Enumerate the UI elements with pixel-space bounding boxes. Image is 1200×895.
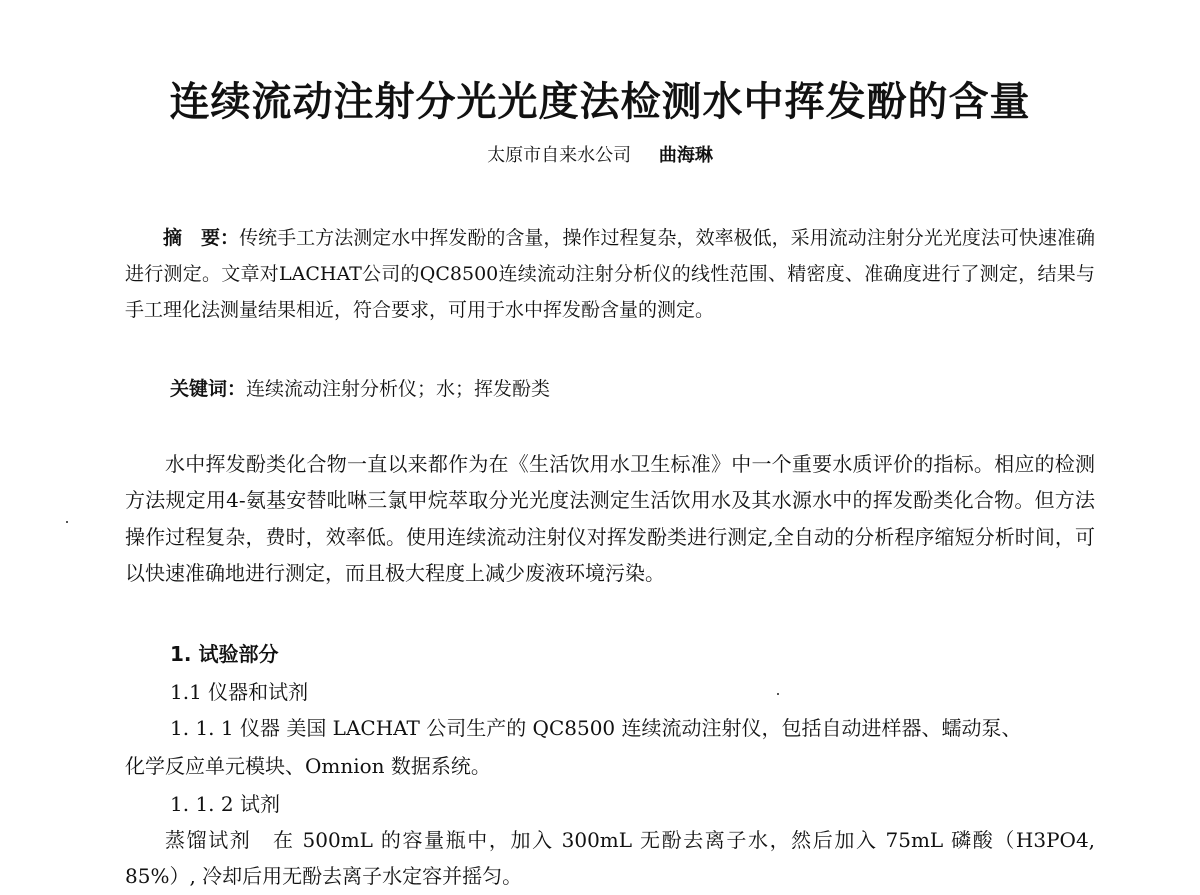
section-heading-1-1: 1.1 仪器和试剂 [170, 680, 309, 704]
section-heading-1: 1. 试验部分 [170, 642, 279, 666]
abstract-text: 传统手工方法测定水中挥发酚的含量，操作过程复杂，效率极低，采用流动注射分光光度法可快速准确进行测定。文章对LACHAT公司的QC8500连续流动注射分析仪的线性范围、精密度、准确度进行了测定，结果与手工理化法测量结果相近，符合要求，可用于水中挥发酚含量的测定。 [125, 227, 1095, 321]
author: 曲海琳 [658, 145, 713, 166]
byline [0, 141, 1200, 167]
scan-speck [777, 693, 779, 695]
reagent-paragraph [125, 822, 1095, 895]
reagent-label: 蒸馏试剂 [165, 828, 252, 852]
section-1-1-1-continuation: 化学反应单元模块、Omnion 数据系统。 [125, 754, 491, 778]
intro-paragraph: 水中挥发酚类化合物一直以来都作为在《生活饮用水卫生标准》中一个重要水质评价的指标。相应的检测方法规定用4-氨基安替吡啉三氯甲烷萃取分光光度法测定生活饮用水及其水源水中的挥发酚类化合物。但方法操作过程复杂，费时，效率低。使用连续流动注射仪对挥发酚类进行测定,全自动的分析程序缩短分析时间，可以快速准确地进行测定，而且极大程度上减少废液环境污染。 [125, 452, 1095, 586]
section-1-1-1-label: 1. 1. 1 仪器 [170, 716, 280, 740]
abstract [125, 220, 1095, 328]
section-heading-1-1-2: 1. 1. 2 试剂 [170, 792, 280, 816]
abstract-label: 摘 要： [163, 227, 240, 249]
section-1-1-1-text: 美国 LACHAT 公司生产的 QC8500 连续流动注射仪，包括自动进样器、蠕动泵、 [286, 716, 1022, 740]
reagent-text: 在 500mL 的容量瓶中，加入 300mL 无酚去离子水，然后加入 75mL 磷酸（H3PO4, 85%）, 冷却后用无酚去离子水定容并摇匀。 [125, 828, 1096, 889]
scan-speck [66, 521, 68, 523]
intro-section [125, 446, 1095, 592]
paper-title: 连续流动注射分光光度法检测水中挥发酚的含量 [169, 79, 1031, 125]
keywords-text: 连续流动注射分析仪；水；挥发酚类 [246, 378, 551, 400]
keywords [170, 374, 550, 401]
affiliation: 太原市自来水公司 [487, 145, 632, 166]
keywords-label: 关键词： [170, 378, 247, 400]
section-1-1-1 [170, 712, 1022, 741]
